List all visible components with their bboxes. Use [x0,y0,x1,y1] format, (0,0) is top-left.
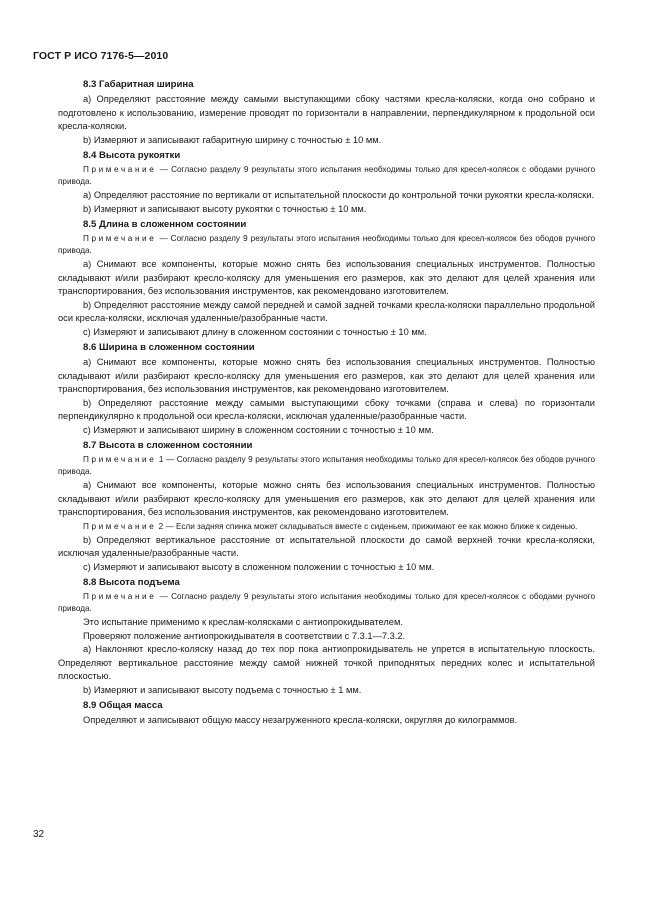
note-label: Примечание [83,165,157,174]
note-text: — Согласно разделу 9 результаты этого испытания необходимы только для кресел-колясок с ободами ручного привода. [58,165,595,186]
note-paragraph [58,164,595,188]
note-paragraph [58,233,595,257]
body-paragraph: a) Снимают все компоненты, которые можно снять без использования специальных инструментов. Полностью складывают и/или разбирают кресло-коляску для уменьшения его размеров, как это делают для целей хранения или транспортирования, без использования инструментов, как рекомендовано изготовителем. [58,357,595,394]
section-heading: 8.9 Общая масса [83,700,163,711]
body-paragraph: Это испытание применимо к креслам-колясками с антиопрокидывателем. [83,617,403,627]
note-label: Примечание [83,234,157,243]
note-text: 2 — Если задняя спинка может складываться вместе с сиденьем, прижимают ее как можно ближе к сиденью. [156,521,578,531]
body-paragraph: b) Определяют расстояние между самой передней и самой задней точками кресла-коляски параллельно продольной оси кресла-коляски, исключая удаленные/разобранные части. [58,299,595,323]
note-text: 1 — Согласно разделу 9 результаты этого испытания необходимы только для кресел-колясок без ободов ручного привода. [58,455,595,476]
section-heading: 8.7 Высота в сложенном состоянии [83,440,253,451]
page-number: 32 [33,829,45,840]
note-text: — Согласно разделу 9 результаты этого испытания необходимы только для кресел-колясок с ободами ручного привода. [58,592,595,613]
document-header: ГОСТ Р ИСО 7176-5—2010 [33,50,169,62]
body-paragraph: b) Определяют расстояние между самыми выступающими сбоку точками (справа и слева) по горизонтали перпендикулярно к продольной оси кресла-коляски, исключая удаленные/разобранные части. [58,397,595,421]
body-paragraph: c) Измеряют и записывают высоту в сложенном положении с точностью ± 10 мм. [83,561,435,572]
section-heading: 8.4 Высота рукоятки [83,150,181,161]
section-heading: 8.6 Ширина в сложенном состоянии [83,342,255,353]
note-paragraph [58,521,595,533]
body-paragraph: a) Наклоняют кресло-коляску назад до тех пор пока антиопрокидыватель не упрется в испытательную плоскость. Определяют вертикальное расстояние между самой нижней точкой приподнятых передних колес и испытательной плоскостью. [58,644,595,681]
body-paragraph: a) Определяют расстояние по вертикали от испытательной плоскости до контрольной точки рукоятки кресла-коляски. [83,190,595,200]
note-paragraph [58,454,595,478]
section-heading: 8.8 Высота подъема [83,577,180,588]
document-body [58,76,595,728]
body-paragraph: b) Определяют вертикальное расстояние от испытательной плоскости до самой верхней точки кресла-коляски, исключая удаленные/разобранные части. [58,534,595,558]
body-paragraph: a) Определяют расстояние между самыми выступающими сбоку частями кресла-коляски, когда оно собрано и подготовлено к использованию, измерение проводят по горизонтали в направлении, перпендикулярном к продольной оси кресла-коляски. [58,94,595,131]
body-paragraph: Проверяют положение антиопрокидывателя в соответствии с 7.3.1—7.3.2. [83,630,406,641]
body-paragraph: a) Снимают все компоненты, которые можно снять без использования специальных инструментов. Полностью складывают и/или разбирают кресло-коляску для уменьшения его размеров, как это делают для целей хранения или транспортирования, без использования инструментов, как рекомендовано изготовителем. [58,259,595,296]
note-label: Примечание [83,521,157,531]
body-paragraph: Определяют и записывают общую массу незагруженного кресла-коляски, округляя до килограммов. [83,715,518,725]
body-paragraph: a) Снимают все компоненты, которые можно снять без использования специальных инструментов. Полностью складывают и/или разбирают кресло-коляску для уменьшения его размеров, как это делают для целей хранения или транспортирования, без использования инструментов, как рекомендовано изготовителем. [58,480,595,517]
note-text: — Согласно разделу 9 результаты этого испытания необходимы только для кресел-колясок без ободов ручного привода. [58,234,595,255]
section-heading: 8.5 Длина в сложенном состоянии [83,219,247,230]
section-heading: 8.3 Габаритная ширина [83,79,194,90]
body-paragraph: c) Измеряют и записывают ширину в сложенном состоянии с точностью ± 10 мм. [83,424,434,435]
body-paragraph: c) Измеряют и записывают длину в сложенном состоянии с точностью ± 10 мм. [83,326,427,337]
body-paragraph: b) Измеряют и записывают габаритную ширину с точностью ± 10 мм. [83,134,382,145]
note-label: Примечание [83,455,157,464]
note-paragraph [58,591,595,615]
body-paragraph: b) Измеряют и записывают высоту рукоятки с точностью ± 10 мм. [83,203,367,214]
body-paragraph: b) Измеряют и записывают высоту подъема с точностью ± 1 мм. [83,684,362,695]
note-label: Примечание [83,592,157,601]
